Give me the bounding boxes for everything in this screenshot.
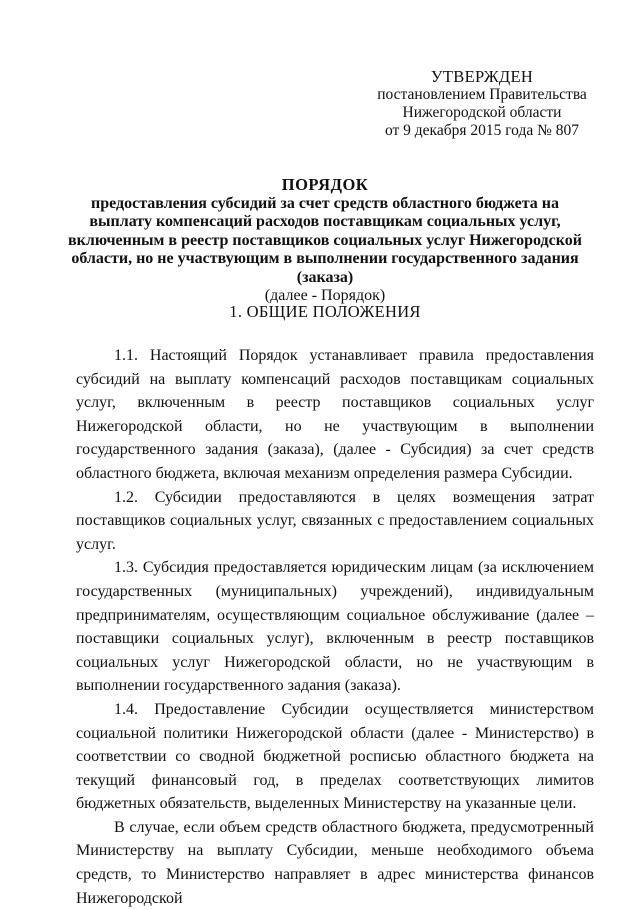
paragraph-1-1: 1.1. Настоящий Порядок устанавливает правила предоставления субсидий на выплату компенсаций расходов поставщикам социальных услуг, включенным в реестр поставщиков социальных услуг Нижегородской области, но не участвующим в выполнении государственного задания (заказа), (далее - Субсидия) за счет средств областного бюджета, включая механизм определения размера Субсидии. xyxy=(76,347,594,482)
approval-line-1: постановлением Правительства xyxy=(377,86,587,103)
document-title-note: (далее - Порядок) xyxy=(264,287,386,304)
document-title: ПОРЯДОК xyxy=(281,175,369,194)
document-title-block xyxy=(60,176,590,306)
paragraph-1-4: 1.4. Предоставление Субсидии осуществляется министерством социальной политики Нижегородской области (далее - Министерство) в соответствии со сводной бюджетной росписью областного бюджета на текущий финансовый год, в пределах соответствующих лимитов бюджетных обязательств, выделенных Министерству на указанные цели. xyxy=(76,700,594,813)
approval-heading: УТВЕРЖДЕН xyxy=(430,67,534,86)
approval-line-3: от 9 декабря 2015 года № 807 xyxy=(384,122,580,139)
document-body xyxy=(76,344,594,910)
document-subtitle: предоставления субсидий за счет средств областного бюджета на выплату компенсаций расходов поставщикам социальных услуг, включенным в реестр поставщиков социальных услуг Нижегородской области, но не участвующим в выполнении государственного задания (заказа) xyxy=(68,194,582,286)
paragraph-1-4-continued: В случае, если объем средств областного бюджета, предусмотренный Министерству на выплату Субсидии, меньше необходимого объема средств, то Министерство направляет в адрес министерства финансов Нижегородской xyxy=(76,818,594,907)
paragraph-1-3: 1.3. Субсидия предоставляется юридическим лицам (за исключением государственных (муниципальных) учреждений), индивидуальным предпринимателям, осуществляющим социальное обслуживание (далее – поставщики социальных услуг), включенным в реестр поставщиков социальных услуг Нижегородской области, но не участвующим в выполнении государственного задания (заказа). xyxy=(76,559,594,695)
section-heading: 1. ОБЩИЕ ПОЛОЖЕНИЯ xyxy=(229,302,421,321)
approval-line-2: Нижегородской области xyxy=(402,104,562,121)
approval-stamp xyxy=(372,68,592,140)
paragraph-1-2: 1.2. Субсидии предоставляются в целях возмещения затрат поставщиков социальных услуг, связанных с предоставлением социальных услуг. xyxy=(76,488,594,553)
